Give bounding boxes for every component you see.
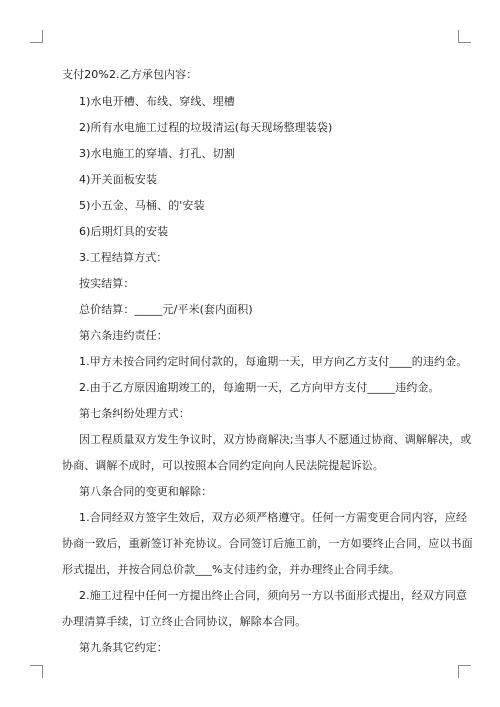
paragraph-late-completion: 2.由于乙方原因逾期竣工的，每逾期一天，乙方向甲方支付_____违约金。 bbox=[79, 381, 440, 394]
paragraph-change-line-1: 1.合同经双方签字生效后，双方必须严格遵守。任何一方需变更合同内容，应经 bbox=[79, 511, 468, 524]
crop-mark-top-right bbox=[458, 30, 471, 43]
list-item-drilling: 3)水电施工的穿墙、打孔、切割 bbox=[79, 147, 235, 160]
list-item-switch-panels: 4)开关面板安装 bbox=[79, 173, 158, 186]
heading-article-9: 第九条其它约定： bbox=[79, 641, 168, 654]
crop-mark-bottom-left bbox=[30, 665, 43, 678]
paragraph-dispute-line-1: 因工程质量双方发生争议时，双方协商解决;当事人不愿通过协商、调解解决，或 bbox=[79, 433, 472, 446]
list-item-lighting: 6)后期灯具的安装 bbox=[79, 225, 169, 238]
paragraph-late-payment: 1.甲方未按合同约定时间付款的，每逾期一天，甲方向乙方支付____的违约金。 bbox=[79, 355, 468, 368]
paragraph-dispute-line-2: 协商、调解不成时，可以按照本合同约定向向人民法院提起诉讼。 bbox=[62, 459, 384, 472]
paragraph-termination-line-2: 办理清算手续，订立终止合同协议，解除本合同。 bbox=[62, 615, 307, 628]
paragraph-change-line-2: 协商一致后，重新签订补充协议。合同签订后施工前，一方如要终止合同，应以书面 bbox=[62, 537, 473, 550]
paragraph-actual-settlement: 按实结算： bbox=[79, 277, 135, 290]
paragraph-termination-line-1: 2.施工过程中任何一方提出终止合同，须向另一方以书面形式提出，经双方同意 bbox=[79, 589, 468, 602]
heading-article-7: 第七条纠纷处理方式： bbox=[79, 407, 190, 420]
paragraph-total-settlement: 总价结算：_____元/平米(套内面积) bbox=[79, 303, 253, 316]
paragraph-change-line-3: 形式提出，并按合同总价款___%支付违约金，并办理终止合同手续。 bbox=[62, 563, 401, 576]
paragraph-payment-scope: 支付20%2.乙方承包内容： bbox=[62, 68, 198, 81]
heading-article-6: 第六条违约责任： bbox=[79, 329, 168, 342]
heading-article-8: 第八条合同的变更和解除： bbox=[79, 485, 213, 498]
crop-mark-bottom-right bbox=[458, 665, 471, 678]
heading-settlement: 3.工程结算方式： bbox=[79, 251, 168, 264]
list-item-debris: 2)所有水电施工过程的垃圾清运(每天现场整理装袋) bbox=[79, 121, 333, 134]
list-item-wiring: 1)水电开槽、布线、穿线、埋槽 bbox=[79, 95, 235, 108]
list-item-hardware: 5)小五金、马桶、的'安装 bbox=[79, 199, 205, 212]
crop-mark-top-left bbox=[30, 30, 43, 43]
